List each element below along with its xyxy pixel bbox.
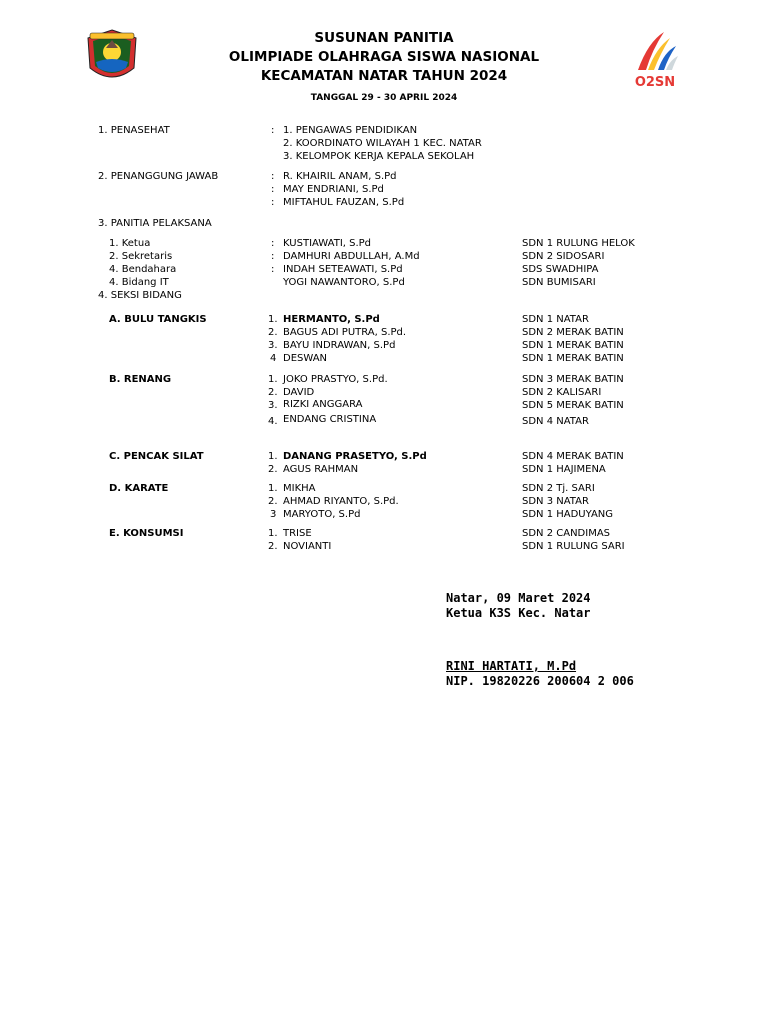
colon: : (271, 238, 275, 249)
member-name: DAVID (283, 387, 315, 398)
member-school: SDN 1 HAJIMENA (522, 464, 606, 475)
header-line-3: KECAMATAN NATAR TAHUN 2024 (260, 68, 508, 84)
section-pelaksana-label: 3. PANITIA PELAKSANA (98, 218, 212, 229)
penanggung-item: MAY ENDRIANI, S.Pd (283, 184, 384, 195)
o2sn-logo (630, 28, 680, 90)
member-no: 1. (268, 483, 278, 494)
member-school: SDN 1 MERAK BATIN (522, 340, 624, 351)
section-seksi-label: 4. SEKSI BIDANG (98, 290, 182, 301)
signature-name: RINI HARTATI, M.Pd (446, 659, 577, 673)
group-title-bulu-tangkis: A. BULU TANGKIS (109, 314, 207, 325)
member-name: AGUS RAHMAN (283, 464, 359, 475)
member-name: ENDANG CRISTINA (283, 414, 377, 425)
member-name: TRISE (283, 528, 312, 539)
o2sn-logo-text: O2SN (634, 75, 676, 90)
pelaksana-name: INDAH SETEAWATI, S.Pd (283, 264, 403, 275)
member-no: 3 (270, 509, 277, 520)
colon: : (271, 251, 275, 262)
colon: : (271, 171, 275, 182)
member-no: 3. (268, 340, 278, 351)
section-penanggung-label: 2. PENANGGUNG JAWAB (98, 171, 219, 182)
pelaksana-school: SDN BUMISARI (522, 277, 596, 288)
colon: : (271, 264, 275, 275)
pelaksana-role: 4. Bidang IT (109, 277, 169, 288)
member-school: SDN 4 NATAR (522, 416, 589, 427)
penanggung-item: R. KHAIRIL ANAM, S.Pd (283, 171, 397, 182)
pelaksana-name: KUSTIAWATI, S.Pd (283, 238, 372, 249)
pelaksana-name: YOGI NAWANTORO, S.Pd (283, 277, 405, 288)
signature-nip: NIP. 19820226 200604 2 006 (446, 674, 634, 688)
pelaksana-school: SDN 2 SIDOSARI (522, 251, 605, 262)
member-no: 4. (268, 416, 278, 427)
member-name: BAGUS ADI PUTRA, S.Pd. (283, 327, 407, 338)
member-name: HERMANTO, S.Pd (283, 314, 380, 325)
member-name: RIZKI ANGGARA (283, 399, 363, 410)
member-no: 1. (268, 528, 278, 539)
member-school: SDN 1 HADUYANG (522, 509, 614, 520)
penasehat-item: 2. KOORDINATO WILAYAH 1 KEC. NATAR (283, 138, 482, 149)
member-school: SDN 2 KALISARI (522, 387, 602, 398)
colon: : (271, 184, 275, 195)
member-school: SDN 1 NATAR (522, 314, 589, 325)
member-no: 1. (268, 314, 278, 325)
member-no: 2. (268, 387, 278, 398)
member-no: 3. (268, 400, 278, 411)
penasehat-item: 1. PENGAWAS PENDIDIKAN (283, 125, 418, 136)
group-title-renang: B. RENANG (109, 374, 172, 385)
signature-title: Ketua K3S Kec. Natar (446, 606, 591, 620)
member-no: 2. (268, 464, 278, 475)
penanggung-item: MIFTAHUL FAUZAN, S.Pd (283, 197, 405, 208)
pelaksana-role: 2. Sekretaris (109, 251, 173, 262)
section-penasehat-label: 1. PENASEHAT (98, 125, 170, 136)
pelaksana-name: DAMHURI ABDULLAH, A.Md (283, 251, 420, 262)
pelaksana-role: 4. Bendahara (109, 264, 177, 275)
member-name: MIKHA (283, 483, 316, 494)
member-name: MARYOTO, S.Pd (283, 509, 361, 520)
member-school: SDN 3 NATAR (522, 496, 589, 507)
group-title-karate: D. KARATE (109, 483, 169, 494)
penasehat-item: 3. KELOMPOK KERJA KEPALA SEKOLAH (283, 151, 475, 162)
member-no: 2. (268, 327, 278, 338)
member-name: DANANG PRASETYO, S.Pd (283, 451, 427, 462)
group-title-konsumsi: E. KONSUMSI (109, 528, 184, 539)
header-line-2: OLIMPIADE OLAHRAGA SISWA NASIONAL (228, 49, 540, 65)
pelaksana-school: SDN 1 RULUNG HELOK (522, 238, 635, 249)
header-line-1: SUSUNAN PANITIA (314, 30, 454, 46)
pelaksana-role: 1. Ketua (109, 238, 151, 249)
pelaksana-school: SDS SWADHIPA (522, 264, 599, 275)
member-school: SDN 2 CANDIMAS (522, 528, 611, 539)
member-school: SDN 2 Tj. SARI (522, 483, 595, 494)
member-school: SDN 4 MERAK BATIN (522, 451, 624, 462)
member-name: BAYU INDRAWAN, S.Pd (283, 340, 396, 351)
member-name: AHMAD RIYANTO, S.Pd. (283, 496, 399, 507)
member-name: NOVIANTI (283, 541, 332, 552)
member-no: 4 (270, 353, 277, 364)
member-school: SDN 1 RULUNG SARI (522, 541, 625, 552)
signature-place-date: Natar, 09 Maret 2024 (446, 591, 591, 605)
colon: : (271, 125, 275, 136)
group-title-pencak-silat: C. PENCAK SILAT (109, 451, 204, 462)
member-school: SDN 1 MERAK BATIN (522, 353, 624, 364)
member-no: 1. (268, 374, 278, 385)
member-school: SDN 3 MERAK BATIN (522, 374, 624, 385)
member-no: 2. (268, 541, 278, 552)
member-no: 2. (268, 496, 278, 507)
colon: : (271, 197, 275, 208)
member-school: SDN 2 MERAK BATIN (522, 327, 624, 338)
member-name: JOKO PRASTYO, S.Pd. (283, 374, 388, 385)
header-date: TANGGAL 29 - 30 APRIL 2024 (310, 93, 458, 103)
member-school: SDN 5 MERAK BATIN (522, 400, 624, 411)
member-no: 1. (268, 451, 278, 462)
member-name: DESWAN (283, 353, 328, 364)
